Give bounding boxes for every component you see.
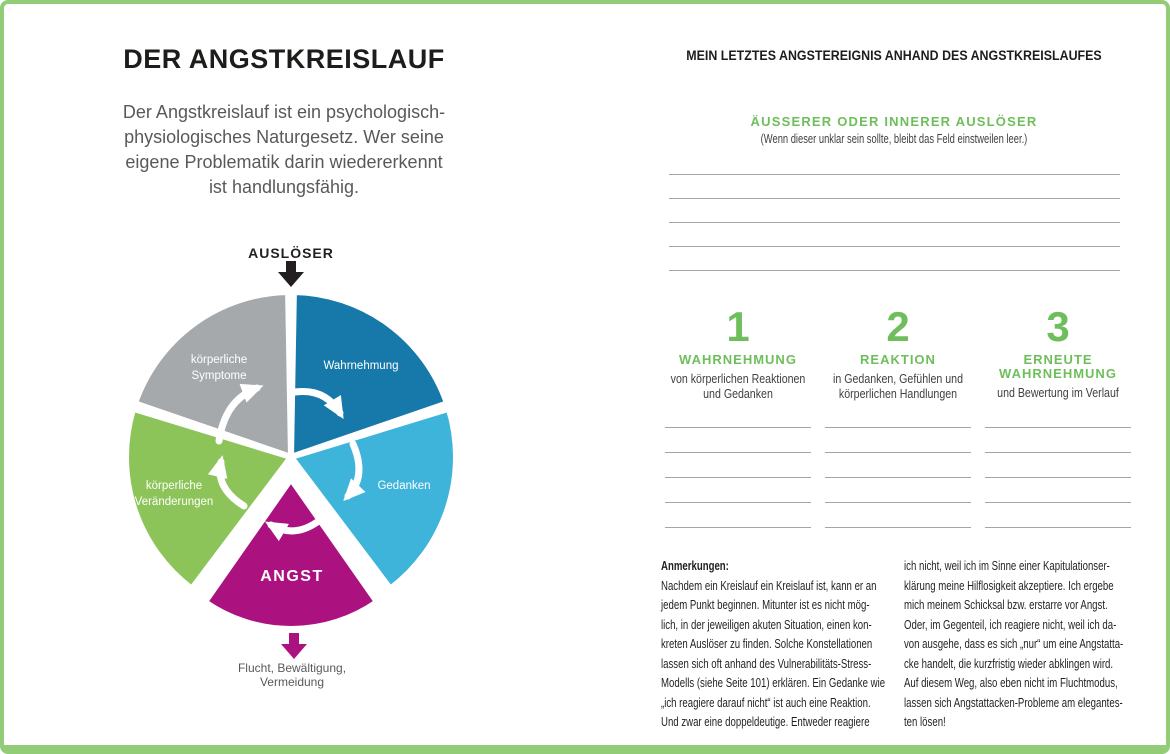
notes-line: jedem Punkt beginnen. Mitunter ist es nicht mög- xyxy=(661,597,870,612)
write-line xyxy=(985,453,1131,478)
write-line xyxy=(825,478,971,503)
step-desc-line: und Bewertung im Verlauf xyxy=(997,386,1119,400)
write-line xyxy=(665,428,811,453)
anxiety-cycle-diagram xyxy=(99,284,484,644)
diagram-outcome-label xyxy=(194,661,390,689)
step-write-lines xyxy=(665,403,811,528)
trigger-section-heading: ÄUSSERER ODER INNERER AUSLÖSER xyxy=(750,114,1038,129)
notes-title: Anmerkungen: xyxy=(661,558,729,573)
intro-line: Der Angstkreislauf ist ein psychologisch- xyxy=(122,102,446,122)
notes-line: ich nicht, weil ich im Sinne einer Kapitulationser- xyxy=(904,558,1110,573)
notes-line: „ich reagiere darauf nicht“ ist auch eine Reaktion. xyxy=(661,694,871,710)
write-line xyxy=(665,503,811,528)
notes-line: ten lösen! xyxy=(904,714,946,729)
write-line xyxy=(669,247,1120,271)
write-line xyxy=(985,478,1131,503)
write-line xyxy=(985,403,1131,428)
slice-label-angst: ANGST xyxy=(260,568,324,585)
slice-label-wahrnehmung: Wahrnehmung xyxy=(323,360,399,372)
step-number: 2 xyxy=(886,303,910,350)
step-title-line: WAHRNEHMUNG xyxy=(999,366,1117,381)
step-write-lines xyxy=(825,403,971,528)
write-line xyxy=(825,403,971,428)
intro-line: ist handlungsfähig. xyxy=(208,177,360,197)
diagram-trigger-label: AUSLÖSER xyxy=(248,245,334,261)
step-title: REAKTION xyxy=(860,352,936,367)
notes-line: von ausgehe, dass es sich „nur“ um eine Angstatta- xyxy=(904,636,1124,651)
step-desc-line: und Gedanken xyxy=(703,386,773,401)
step-title: WAHRNEHMUNG xyxy=(679,352,797,367)
write-line xyxy=(669,175,1120,199)
notes-column-left xyxy=(661,556,893,732)
notes-line: Oder, im Gegenteil, ich reagiere nicht, weil ich da- xyxy=(904,616,1117,632)
intro-line: physiologisches Naturgesetz. Wer seine xyxy=(124,127,444,147)
write-line xyxy=(825,503,971,528)
step-number: 3 xyxy=(1046,303,1070,350)
notes-line: Und zwar eine doppeldeutige. Entweder reagiere xyxy=(661,714,870,729)
down-arrow-magenta-icon xyxy=(279,633,309,659)
worksheet-header: MEIN LETZTES ANGSTEREIGNIS ANHAND DES ANGSTKREISLAUFES xyxy=(686,48,1102,63)
notes-line: Nachdem ein Kreislauf ein Kreislauf ist, kann er an xyxy=(661,577,877,593)
notes-line: cke handelt, die kurzfristig wieder abklingen wird. xyxy=(904,655,1114,671)
write-line xyxy=(825,428,971,453)
step-description xyxy=(975,386,1141,401)
step-write-lines xyxy=(985,403,1131,528)
step-desc-line: in Gedanken, Gefühlen und xyxy=(833,372,963,386)
notes-line: klärung meine Hilflosigkeit akzeptiere. Ich ergebe xyxy=(904,577,1114,593)
notes-line: lassen sich Angstattacken-Probleme am elegantes- xyxy=(904,694,1123,710)
step-description xyxy=(655,372,821,401)
outcome-line: Flucht, Bewältigung, xyxy=(237,661,347,675)
write-line xyxy=(669,223,1120,247)
slice-label-koerperliche-veraenderungen: Veränderungen xyxy=(134,496,214,508)
step-title xyxy=(975,353,1141,381)
slice-label-gedanken: Gedanken xyxy=(377,480,431,492)
step-description xyxy=(815,372,981,401)
page-title: DER ANGSTKREISLAUF xyxy=(123,44,445,74)
step-desc-line: körperlichen Handlungen xyxy=(838,386,958,401)
write-line xyxy=(665,478,811,503)
notes-line: mich meinem Schicksal bzw. erstarre vor Angst. xyxy=(904,597,1108,612)
step-title-line: ERNEUTE xyxy=(1023,352,1093,367)
write-line xyxy=(985,428,1131,453)
write-line xyxy=(669,151,1120,175)
write-line xyxy=(665,453,811,478)
step-number: 1 xyxy=(726,303,750,350)
step-wahrnehmung xyxy=(655,304,821,526)
write-line xyxy=(665,403,811,428)
slice-label-koerperliche-symptome: Symptome xyxy=(191,370,247,382)
write-line xyxy=(985,503,1131,528)
trigger-section-note: (Wenn dieser unklar sein sollte, bleibt das Feld einstweilen leer.) xyxy=(760,132,1028,146)
notes-line: kreten Auslöser zu finden. Solche Konstellationen xyxy=(661,636,873,651)
step-reaktion xyxy=(815,304,981,526)
step-desc-line: von körperlichen Reaktionen xyxy=(670,372,806,386)
intro-line: eigene Problematik darin wiedererkennt xyxy=(125,152,443,172)
outcome-line: Vermeidung xyxy=(259,675,325,689)
notes-line: Auf diesem Weg, also eben nicht im Fluchtmodus, xyxy=(904,675,1118,690)
trigger-write-lines xyxy=(669,151,1120,271)
intro-text xyxy=(104,100,464,200)
notes-line: Modells (siehe Seite 101) erklären. Ein Gedanke wie xyxy=(661,675,886,690)
slice-label-koerperliche-symptome: körperliche xyxy=(190,354,248,366)
write-line xyxy=(825,453,971,478)
step-erneute-wahrnehmung xyxy=(975,304,1141,526)
notes-line: lich, in der jeweiligen akuten Situation, einen kon- xyxy=(661,616,872,632)
notes-line: lassen sich oft anhand des Vulnerabilitäts-Stress- xyxy=(661,655,872,671)
slice-label-koerperliche-veraenderungen: körperliche xyxy=(145,480,203,492)
write-line xyxy=(669,199,1120,223)
notes-column-right xyxy=(904,556,1136,732)
